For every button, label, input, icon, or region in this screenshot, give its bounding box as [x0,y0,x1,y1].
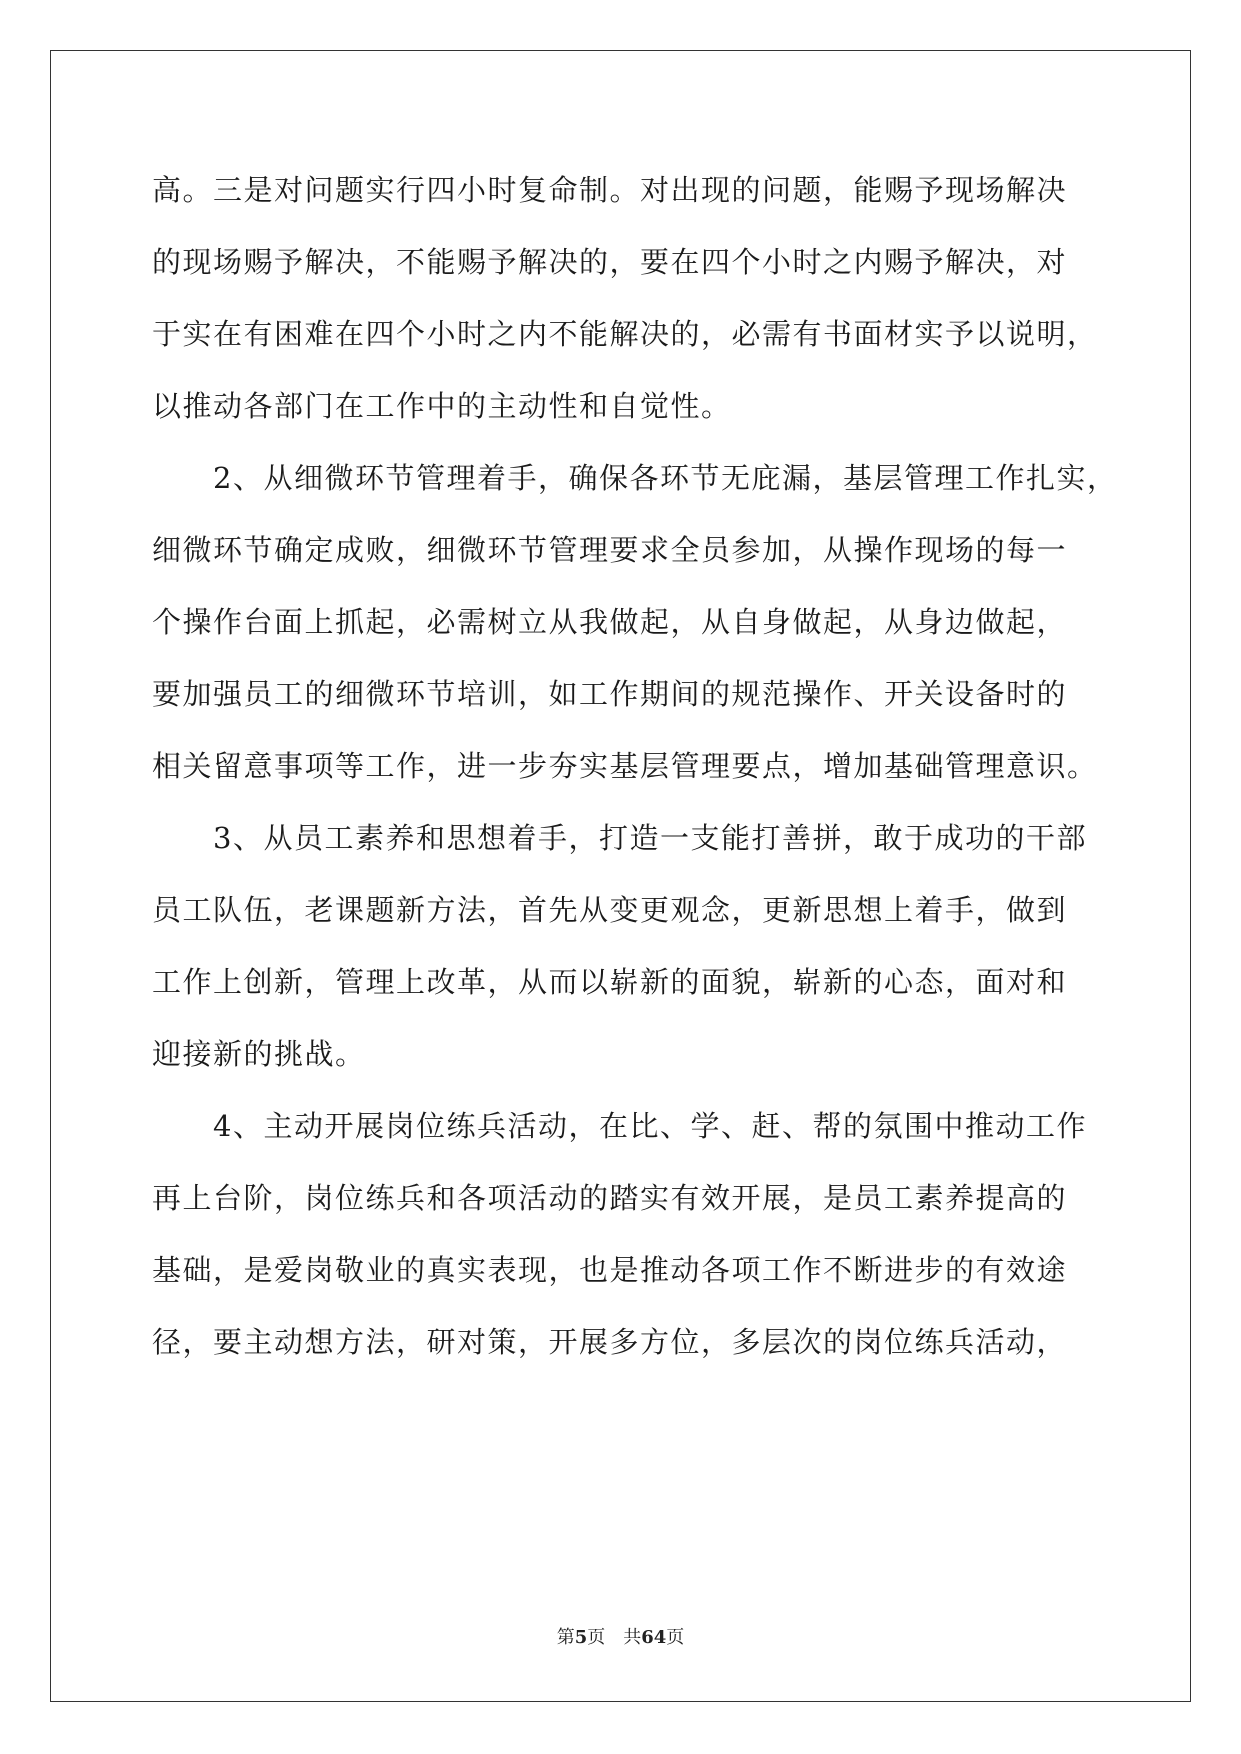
text-line: 工作上创新，管理上改革，从而以崭新的面貌，崭新的心态，面对和 [152,965,1068,999]
text-line: 2、从细微环节管理着手，确保各环节无庇漏，基层管理工作扎实， [152,461,1118,495]
text-line: 细微环节确定成败，细微环节管理要求全员参加，从操作现场的每一 [152,533,1068,567]
text-line: 于实在有困难在四个小时之内不能解决的，必需有书面材实予以说明， [152,317,1098,351]
total-prefix: 共 [623,1627,642,1648]
page-suffix: 页 [587,1627,606,1648]
text-line: 的现场赐予解决，不能赐予解决的，要在四个小时之内赐予解决，对 [152,245,1068,279]
page-footer [0,1626,1241,1650]
text-line: 3、从员工素养和思想着手，打造一支能打善拼，敢于成功的干部 [152,821,1087,855]
page-border [50,50,1191,1702]
text-line: 径，要主动想方法，研对策，开展多方位，多层次的岗位练兵活动， [152,1325,1068,1359]
total-suffix: 页 [666,1627,685,1648]
text-line: 个操作台面上抓起，必需树立从我做起，从自身做起，从身边做起， [152,605,1068,639]
text-line: 相关留意事项等工作，进一步夯实基层管理要点，增加基础管理意识。 [152,749,1098,783]
text-line: 高。三是对问题实行四小时复命制。对出现的问题，能赐予现场解决 [152,173,1068,207]
text-line: 4、主动开展岗位练兵活动，在比、学、赶、帮的氛围中推动工作 [152,1109,1087,1143]
text-line: 以推动各部门在工作中的主动性和自觉性。 [152,389,732,423]
text-line: 再上台阶，岗位练兵和各项活动的踏实有效开展，是员工素养提高的 [152,1181,1068,1215]
text-line: 员工队伍，老课题新方法，首先从变更观念，更新思想上着手，做到 [152,893,1068,927]
text-line: 迎接新的挑战。 [152,1037,366,1071]
page-current-number: 5 [574,1627,588,1648]
text-line: 基础，是爱岗敬业的真实表现，也是推动各项工作不断进步的有效途 [152,1253,1068,1287]
text-line: 要加强员工的细微环节培训，如工作期间的规范操作、开关设备时的 [152,677,1068,711]
page-prefix: 第 [556,1627,575,1648]
page-total-number: 64 [641,1627,667,1648]
